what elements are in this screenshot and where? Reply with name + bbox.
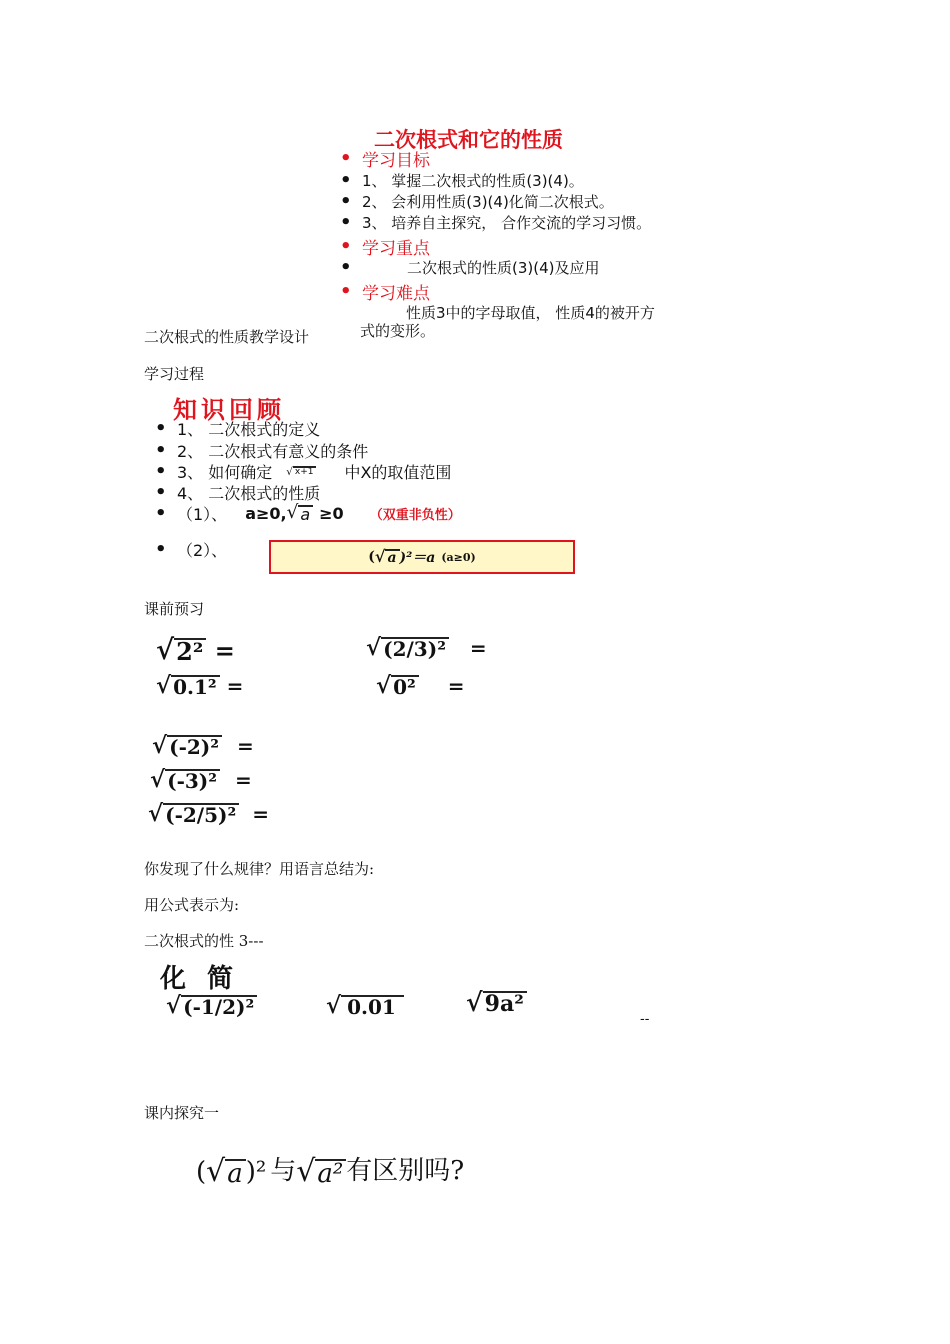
review-heading: 知识回顾: [173, 396, 285, 424]
design-title: 二次根式的性质教学设计: [144, 328, 310, 346]
exercise-item: √ (-2)² =: [152, 732, 254, 759]
simplify-item: [166, 994, 257, 1018]
radical-expression: √ (-2/5)²: [148, 802, 239, 825]
formula-prompt: 用公式表示为:: [144, 896, 240, 914]
simplify-heading: 化 简: [160, 964, 240, 994]
exercise-item: √ (-2/5)² =: [148, 800, 269, 827]
radical-expression: √ a: [287, 504, 314, 522]
exercise-item: √ (2/3)² =: [366, 634, 487, 661]
exercise-item: √ 0.1² =: [156, 672, 244, 699]
explore-label: 课内探究一: [144, 1104, 220, 1122]
bullet-dot: •: [340, 148, 352, 169]
key-heading-row: • 学习重点: [340, 236, 430, 259]
radical-expression: √ 2²: [156, 636, 206, 664]
trailing-dash: --: [640, 1012, 650, 1027]
slide-title: 二次根式和它的性质: [374, 128, 563, 152]
goal-item: • 3、 培养自主探究， 合作交流的学习习惯。: [340, 212, 652, 233]
key-point-row: • 二次根式的性质(3)(4)及应用: [340, 257, 600, 278]
radical-expression: √ a: [375, 549, 400, 565]
property-two-box: ( √ a )²＝a (a≥0): [269, 540, 575, 574]
radical-expression: √ (-2)²: [152, 734, 222, 757]
review-item: • 3、 如何确定 √ x+1 中X的取值范围: [155, 461, 452, 482]
preview-label: 课前预习: [144, 600, 205, 618]
difficulty-line: 式的变形。: [360, 322, 436, 340]
property-two-row: • （2）、: [155, 539, 228, 560]
process-label: 学习过程: [144, 365, 205, 383]
goal-item: • 2、 会利用性质(3)(4)化简二次根式。: [340, 191, 614, 212]
review-item: • 2、 二次根式有意义的条件: [155, 440, 369, 461]
radical-expression: √ x+1: [286, 466, 316, 477]
exercise-item: √ (-3)² =: [150, 766, 252, 793]
key-heading: 学习重点: [362, 239, 430, 259]
review-block: [155, 390, 605, 580]
difficulty-line: 性质3中的字母取值， 性质4的被开方: [406, 304, 655, 322]
goal-heading: 学习目标: [362, 151, 430, 171]
property-three-label: 二次根式的性 3---: [144, 932, 264, 950]
explore-question: ( √ a )² 与 √ a² 有区别吗?: [196, 1154, 465, 1190]
goal-heading-row: [340, 146, 430, 171]
property-one-row: • （1）、 a≥0, √ a ≥0 （双重非负性）: [155, 502, 461, 524]
radical-expression: √ a: [206, 1157, 246, 1187]
difficulty-heading: 学习难点: [362, 284, 430, 304]
simplify-item: [326, 994, 404, 1018]
radical-expression: √ (2/3)²: [366, 636, 449, 659]
radical-expression: √ (-3)²: [150, 768, 220, 791]
property-note: （双重非负性）: [369, 508, 461, 523]
radical-expression: √ a²: [296, 1157, 346, 1187]
review-item: • 4、 二次根式的性质: [155, 482, 321, 503]
review-item: • 1、 二次根式的定义: [155, 418, 321, 439]
exercise-item: √ 2² =: [156, 633, 235, 666]
goal-item: • 1、 掌握二次根式的性质(3)(4)。: [340, 170, 584, 191]
radical-expression: √ 0.01: [326, 994, 404, 1017]
radical-expression: √ 0²: [376, 674, 419, 697]
radical-expression: √ 9a²: [466, 990, 527, 1015]
radical-expression: √ (-1/2)²: [166, 994, 257, 1017]
pattern-question: 你发现了什么规律？用语言总结为:: [144, 860, 375, 878]
key-point: 二次根式的性质(3)(4)及应用: [407, 259, 600, 277]
goals-block: [340, 146, 780, 346]
difficulty-heading-row: • 学习难点: [340, 281, 430, 304]
radical-expression: √ 0.1²: [156, 674, 220, 697]
simplify-item: [466, 987, 527, 1018]
exercise-item: √ 0² =: [376, 672, 465, 699]
